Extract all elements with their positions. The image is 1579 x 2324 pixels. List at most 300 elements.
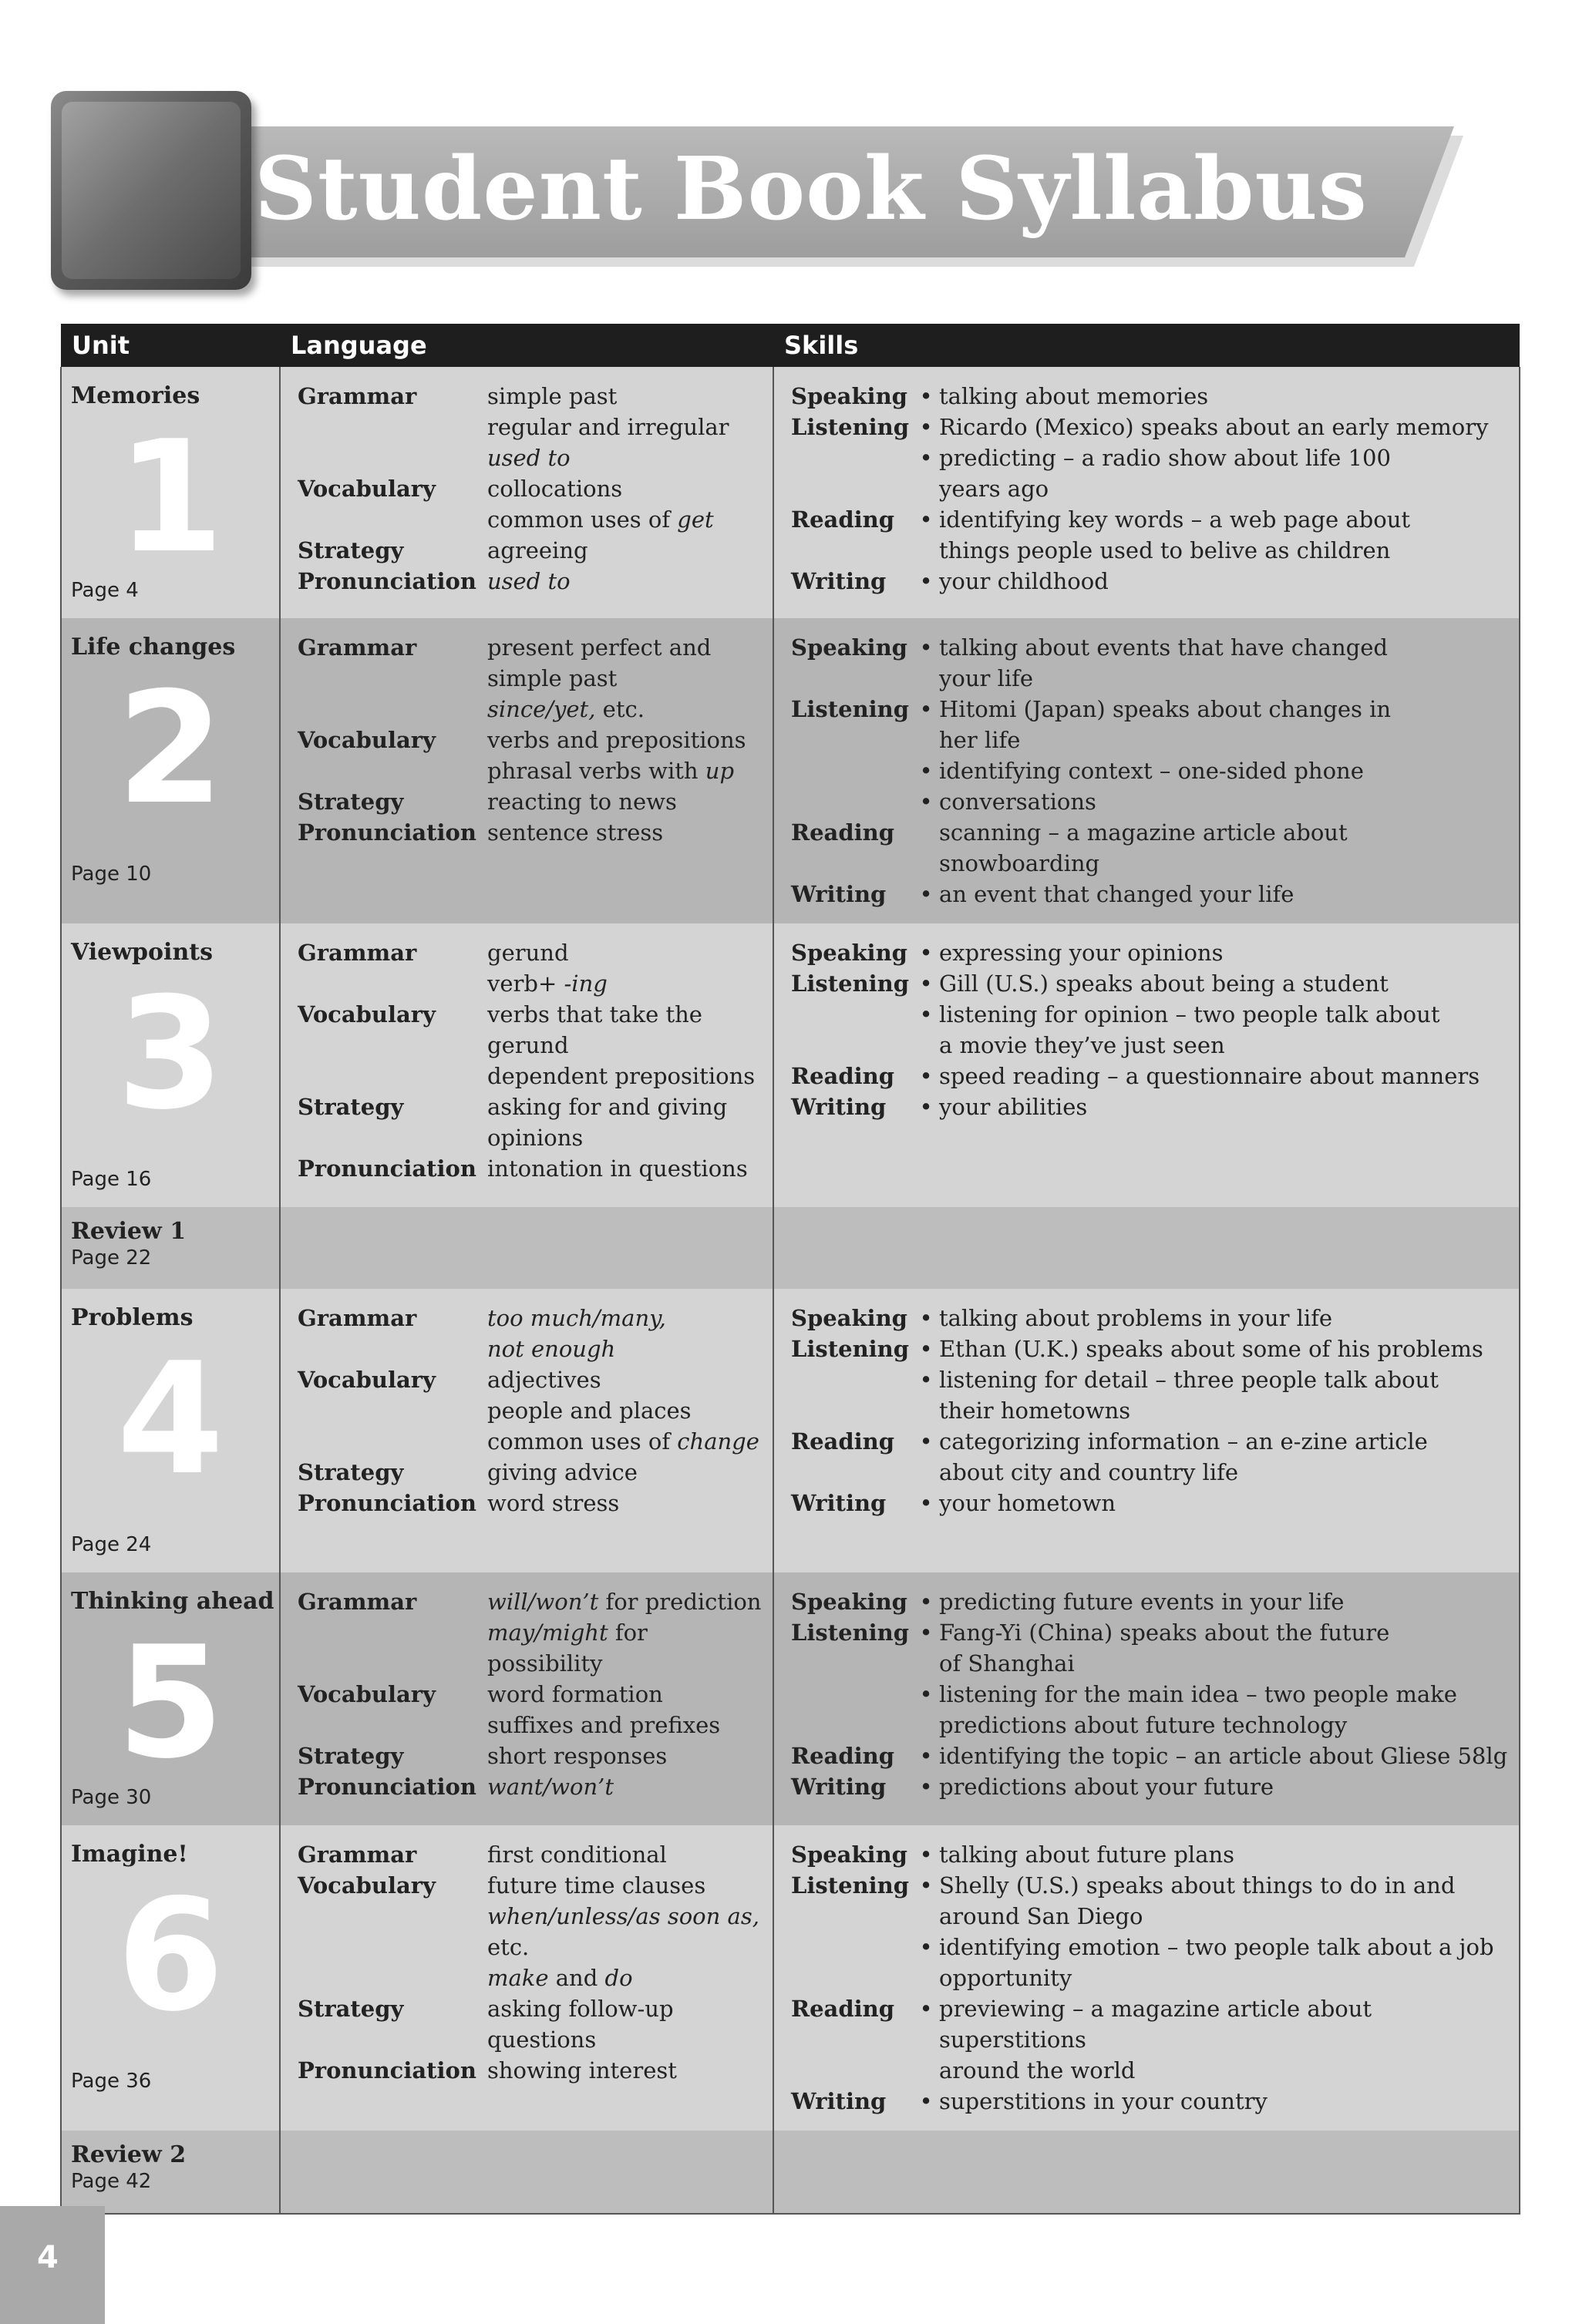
language-value-text: gerund [487,1032,569,1058]
review-title: Review 2 [71,2141,187,2168]
language-value-text: make [487,1965,549,1991]
language-label: Pronunciation [298,568,476,594]
syllabus-table [60,324,1520,2215]
language-label [298,1617,487,1679]
bullet-icon [913,1901,939,1932]
language-label: Strategy [298,789,404,815]
skill-label: Speaking [791,634,907,661]
skill-label: Reading [791,1743,894,1769]
unit-page: Page 10 [71,863,152,886]
skill-text: previewing – a magazine article about superstitions [939,1996,1372,2053]
column-header-skills: Skills [773,324,1520,367]
language-value [487,999,765,1030]
bullet-icon: • [919,1305,933,1331]
language-label: Vocabulary [298,1681,436,1707]
language-label: Pronunciation [298,819,476,846]
skill-text: Ricardo (Mexico) speaks about an early memory [939,414,1489,440]
skill-text: about city and country life [939,1459,1239,1485]
language-value-after: and [548,1965,605,1991]
language-cell [280,1825,773,2131]
language-label [298,1932,487,1962]
language-label: Strategy [298,1996,404,2022]
review-language-cell [280,1207,773,1289]
language-value [487,1679,765,1710]
page-number: 4 [37,2240,59,2275]
bullet-icon: • [919,758,933,784]
language-value [487,1030,765,1061]
unit-title: Problems [71,1304,194,1331]
language-value [487,663,765,694]
bullet-icon: • [919,634,933,661]
bullet-icon: • [919,414,933,440]
skill-text: predicting – a radio show about life 100 [939,445,1391,471]
skill-label [791,2055,913,2086]
skill-text: a movie they’ve just seen [939,1032,1225,1058]
skill-text: talking about memories [939,383,1209,409]
language-value [487,1061,765,1091]
language-label [298,1962,487,1993]
skill-label: Writing [791,2088,887,2114]
review-title: Review 1 [71,1218,187,1245]
unit-number: 4 [116,1330,224,1509]
skill-text: around San Diego [939,1903,1143,1929]
language-value-text: intonation in questions [487,1155,748,1182]
language-label [298,442,487,473]
skill-label [791,1395,913,1426]
language-list [281,923,773,1198]
language-value-text: used to [487,568,571,594]
skill-text: things people used to belive as children [939,537,1391,563]
bullet-icon: • [919,1681,933,1707]
bullet-icon [913,1030,939,1061]
skills-cell [773,1572,1520,1825]
language-label: Strategy [298,1743,404,1769]
language-value-text: giving advice [487,1459,638,1485]
skill-text: identifying the topic – an article about Gliese 58lg [939,1743,1508,1769]
unit-page: Page 4 [71,579,139,602]
unit-row [61,1825,1520,2131]
language-cell [280,367,773,618]
skill-text: expressing your opinions [939,940,1224,966]
language-list [281,1572,773,1816]
skill-text: talking about problems in your life [939,1305,1333,1331]
bullet-icon: • [919,383,933,409]
language-value-after: etc. [595,696,645,722]
language-value-text: simple past [487,383,618,409]
language-value [487,566,765,597]
language-value-text: word stress [487,1490,620,1516]
language-value-text: common uses of [487,1428,678,1455]
language-label: Pronunciation [298,1155,476,1182]
skill-text: opportunity [939,1965,1072,1991]
bullet-icon: • [919,1336,933,1362]
language-value [487,1334,765,1364]
language-value-text: gerund [487,940,569,966]
bullet-icon: • [919,1490,933,1516]
language-label [298,1710,487,1740]
unit-row [61,1289,1520,1572]
skills-cell [773,1289,1520,1572]
skill-label [791,1679,913,1710]
unit-cell [61,923,280,1207]
review-row [61,1207,1520,1289]
language-value [487,1122,765,1153]
language-value-text: first conditional [487,1841,667,1868]
language-label: Vocabulary [298,727,436,753]
header-square-icon [51,91,251,290]
language-value [487,1932,765,1962]
language-value [487,1364,765,1395]
skill-text: your childhood [939,568,1109,594]
page-title: Student Book Syllabus [254,139,1368,240]
skill-text: your abilities [939,1094,1088,1120]
header-square-inner [62,102,241,279]
language-cell [280,1289,773,1572]
language-value [487,1740,765,1771]
language-label: Strategy [298,537,404,563]
language-label [298,755,487,786]
language-label [298,504,487,535]
skill-label [791,786,913,817]
skill-label [791,473,913,504]
skill-text: predicting future events in your life [939,1589,1345,1615]
skill-label: Reading [791,1996,894,2022]
language-label: Strategy [298,1459,404,1485]
unit-cell [61,1289,280,1572]
skill-text: identifying key words – a web page about [939,506,1411,533]
bullet-icon: • [919,1589,933,1615]
bullet-icon: • [919,940,933,966]
language-value-text: common uses of [487,506,678,533]
bullet-icon: • [919,2088,933,2114]
language-label [298,1901,487,1932]
skills-list [774,1289,1519,1532]
skill-label: Speaking [791,940,907,966]
language-value [487,1710,765,1740]
language-value-text: asking for and giving [487,1094,728,1120]
language-label [298,694,487,725]
skill-text: their hometowns [939,1397,1131,1424]
unit-number: 5 [116,1613,224,1793]
skill-label [791,535,913,566]
bullet-icon: • [919,789,933,815]
language-value [487,1426,765,1457]
skill-label: Listening [791,414,910,440]
bullet-icon: • [919,1996,933,2022]
skill-text: Shelly (U.S.) speaks about things to do in and [939,1872,1456,1899]
language-value-text: etc. [487,1934,530,1960]
review-skills-cell [773,1207,1520,1289]
unit-cell [61,367,280,618]
skill-text: conversations [939,789,1096,815]
language-value [487,473,765,504]
skills-list [774,1825,1519,2131]
language-value-text: not enough [487,1336,616,1362]
bullet-icon: • [919,1367,933,1393]
language-value-text: suffixes and prefixes [487,1712,721,1738]
language-label [298,1122,487,1153]
language-label: Grammar [298,940,417,966]
skill-label: Reading [791,819,894,846]
skill-label [791,999,913,1030]
bullet-icon: • [919,696,933,722]
language-value [487,786,765,817]
language-label: Grammar [298,1589,417,1615]
bullet-icon [913,1962,939,1993]
language-value-text: simple past [487,665,618,691]
bullet-icon [913,725,939,755]
bullet-icon: • [919,1934,933,1960]
unit-number: 6 [116,1866,224,2046]
skill-label: Speaking [791,383,907,409]
skill-text: predictions about your future [939,1774,1274,1800]
language-value-text: showing interest [487,2057,677,2084]
bullet-icon: • [919,1774,933,1800]
skill-label: Writing [791,881,887,907]
language-list [281,1825,773,2100]
language-value-text: phrasal verbs with [487,758,705,784]
language-value-text: collocations [487,476,623,502]
bullet-icon: • [919,881,933,907]
language-value-text: used to [487,445,571,471]
bullet-icon: • [919,1872,933,1899]
language-value-text: reacting to news [487,789,677,815]
skills-cell [773,1825,1520,2131]
language-value-text: may/might [487,1619,608,1646]
skill-text: an event that changed your life [939,881,1295,907]
bullet-icon [913,817,939,879]
language-value-italic: do [604,1965,633,1991]
language-value [487,1839,765,1870]
syllabus-body [61,367,1520,2214]
skill-label: Writing [791,1774,887,1800]
language-value-text: people and places [487,1397,692,1424]
unit-page: Page 36 [71,2070,152,2093]
language-label [298,968,487,999]
skill-text: talking about events that have changed [939,634,1388,661]
language-value [487,504,765,535]
skill-label: Writing [791,1094,887,1120]
bullet-icon: • [919,1743,933,1769]
language-value [487,937,765,968]
skill-label [791,1932,913,1962]
review-cell [61,2131,280,2214]
skill-label [791,1030,913,1061]
skill-text: listening for detail – three people talk about [939,1367,1439,1393]
skills-list [774,923,1519,1136]
skill-text: predictions about future technology [939,1712,1348,1738]
skill-label: Speaking [791,1305,907,1331]
language-value-text: since/yet, [487,696,596,722]
unit-cell [61,1825,280,2131]
skill-text: scanning – a magazine article about snowboarding [939,819,1348,876]
skill-text: categorizing information – an e-zine article [939,1428,1428,1455]
bullet-icon [913,1395,939,1426]
language-value [487,632,765,663]
language-label [298,1061,487,1091]
skill-label: Reading [791,1063,894,1089]
bullet-icon [913,1710,939,1740]
language-label: Grammar [298,383,417,409]
language-label: Vocabulary [298,476,436,502]
language-value-text: short responses [487,1743,668,1769]
skill-text: identifying context – one-sided phone [939,758,1364,784]
skill-text: talking about future plans [939,1841,1235,1868]
language-label: Pronunciation [298,1490,476,1516]
language-label: Grammar [298,1305,417,1331]
skill-label: Listening [791,1872,910,1899]
bullet-icon [913,1457,939,1488]
language-value-text: questions [487,2026,597,2053]
skills-cell [773,367,1520,618]
unit-cell [61,1572,280,1825]
skills-list [774,1572,1519,1816]
skill-text: around the world [939,2057,1136,2084]
skill-label [791,442,913,473]
language-value [487,535,765,566]
skill-label [791,663,913,694]
language-value [487,1395,765,1426]
skill-label: Reading [791,506,894,533]
skill-label [791,1710,913,1740]
skill-text: her life [939,727,1021,753]
language-list [281,618,773,862]
unit-row [61,1572,1520,1825]
skill-text: years ago [939,476,1049,502]
language-value-after: for possibility [487,1619,648,1677]
language-value-text: when/unless/as soon as, [487,1903,759,1929]
skill-label: Listening [791,696,910,722]
language-value-text: present perfect and [487,634,712,661]
bullet-icon [913,535,939,566]
language-label [298,663,487,694]
unit-title: Imagine! [71,1841,188,1868]
language-value-text: too much/many, [487,1305,666,1331]
language-label: Grammar [298,634,417,661]
skill-label [791,1364,913,1395]
language-value-text: regular and irregular [487,414,729,440]
bullet-icon: • [919,1094,933,1120]
unit-row [61,923,1520,1207]
language-value [487,1962,765,1993]
language-value-text: asking follow-up [487,1996,674,2022]
language-list [281,1289,773,1532]
language-value [487,817,765,848]
language-value [487,968,765,999]
language-value-text: dependent prepositions [487,1063,756,1089]
language-value [487,1303,765,1334]
skill-label: Listening [791,970,910,997]
skill-text: your life [939,665,1034,691]
skill-label [791,725,913,755]
language-value-italic: -ing [564,970,608,997]
skill-label: Writing [791,1490,887,1516]
bullet-icon: • [919,1001,933,1027]
review-page: Page 22 [71,1246,152,1270]
language-label [298,1395,487,1426]
table-header-row [61,324,1520,367]
skill-text: Hitomi (Japan) speaks about changes in [939,696,1392,722]
bullet-icon: • [919,1063,933,1089]
bullet-icon [913,473,939,504]
language-cell [280,923,773,1207]
skill-text: Ethan (U.K.) speaks about some of his problems [939,1336,1483,1362]
language-value [487,1457,765,1488]
language-value-text: future time clauses [487,1872,706,1899]
language-value-text: verbs and prepositions [487,727,746,753]
unit-page: Page 24 [71,1533,152,1556]
unit-row [61,618,1520,923]
review-skills-cell [773,2131,1520,2214]
bullet-icon: • [919,1619,933,1646]
skill-label [791,755,913,786]
skill-label [791,1901,913,1932]
unit-page: Page 16 [71,1168,152,1191]
page-header [51,91,1470,291]
language-value-text: sentence stress [487,819,664,846]
skill-label: Listening [791,1619,910,1646]
language-value [487,1993,765,2024]
language-label: Vocabulary [298,1367,436,1393]
language-value [487,1091,765,1122]
unit-number: 1 [116,408,224,587]
skill-text: Gill (U.S.) speaks about being a student [939,970,1389,997]
language-value [487,412,765,442]
language-label: Pronunciation [298,2057,476,2084]
language-value-text: verbs that take the [487,1001,702,1027]
unit-number: 3 [116,964,224,1144]
bullet-icon: • [919,970,933,997]
bullet-icon [913,663,939,694]
language-label [298,412,487,442]
language-label: Vocabulary [298,1001,436,1027]
skill-text: superstitions in your country [939,2088,1268,2114]
language-label [298,1030,487,1061]
unit-page: Page 30 [71,1786,152,1809]
language-value [487,694,765,725]
language-value [487,755,765,786]
skill-text: listening for opinion – two people talk about [939,1001,1440,1027]
language-value-text: word formation [487,1681,663,1707]
language-value-text: opinions [487,1125,584,1151]
review-page: Page 42 [71,2170,152,2193]
language-value [487,2024,765,2055]
skill-text: identifying emotion – two people talk about a job [939,1934,1494,1960]
unit-number: 2 [116,659,224,839]
skill-label: Writing [791,568,887,594]
language-value-italic: change [677,1428,759,1455]
language-value-italic: get [677,506,714,533]
language-label [298,1334,487,1364]
review-row [61,2131,1520,2214]
skill-label [791,1648,913,1679]
skill-label: Speaking [791,1841,907,1868]
language-value [487,1771,765,1802]
unit-title: Thinking ahead [71,1588,274,1615]
language-value [487,1153,765,1184]
skills-cell [773,923,1520,1207]
language-value [487,1870,765,1901]
language-value [487,381,765,412]
language-value [487,1617,765,1679]
skill-text: speed reading – a questionnaire about manners [939,1063,1480,1089]
language-cell [280,1572,773,1825]
language-value-after: for prediction [598,1589,762,1615]
language-value [487,725,765,755]
skills-cell [773,618,1520,923]
skill-label [791,1457,913,1488]
skill-label: Listening [791,1336,910,1362]
